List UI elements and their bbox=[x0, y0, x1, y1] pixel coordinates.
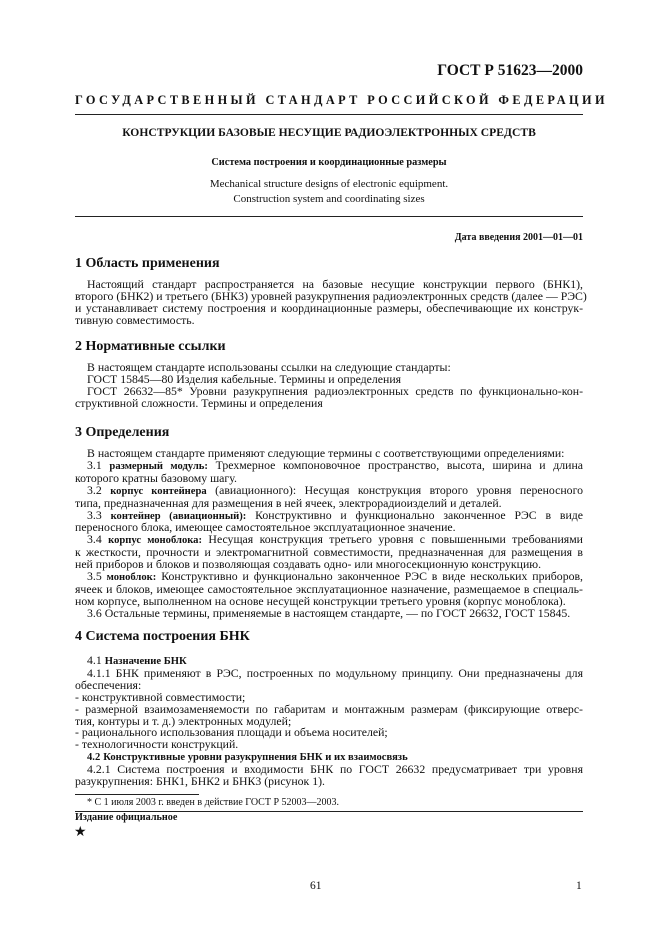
term-3-2: корпус контейнера bbox=[110, 485, 207, 497]
document-title: КОНСТРУКЦИИ БАЗОВЫЕ НЕСУЩИЕ РАДИОЭЛЕКТРОННЫХ СРЕДСТВ bbox=[122, 126, 536, 139]
term-3-4-line-3: ней приборов и блоков и позволяющая создавать одно- или многосекционную конструкцию. bbox=[75, 557, 542, 572]
s1-line-2: второго (БНК2) и третьего (БНК3) уровней разукрупнения радиоэлектронных средств (далее — РЭС) bbox=[75, 288, 587, 303]
section-4-body bbox=[75, 655, 583, 788]
clause-4-1-1-line-2: обеспечения: bbox=[75, 677, 142, 692]
list-item-2-line-1: - размерной взаимозаменяемости по габаритам и монтажным размерам (фиксирующие отверс- bbox=[75, 701, 583, 716]
sheet-number: 1 bbox=[576, 880, 582, 892]
s3-intro: В настоящем стандарте применяют следующие термины с соответствующими определениями: bbox=[87, 446, 565, 460]
section-4-heading: 4 Система построения БНК bbox=[75, 629, 250, 644]
section-2-heading: 2 Нормативные ссылки bbox=[75, 339, 226, 354]
effective-date: Дата введения 2001—01—01 bbox=[454, 232, 583, 243]
list-item-4: - технологичности конструкций. bbox=[75, 737, 239, 752]
edition-label: Издание официальное bbox=[75, 812, 178, 823]
english-title-line-2: Construction system and coordinating sizes bbox=[233, 193, 425, 205]
term-3-4-line-2: к жесткости, прочности и электромагнитной совместимости, предназначенная для размещения в bbox=[75, 545, 583, 560]
list-item-2-line-2: тия, контуры и т. д.) электронных модулей; bbox=[75, 713, 292, 728]
header-rule bbox=[75, 114, 583, 115]
s2-line-2: ГОСТ 15845—80 Изделия кабельные. Термины и определения bbox=[87, 371, 402, 386]
term-3-2-line-1: 3.2 корпус контейнера (авиационного): Несущая конструкция второго уровня переносного bbox=[87, 482, 584, 497]
english-title bbox=[75, 177, 583, 207]
term-3-1: размерный модуль: bbox=[109, 460, 208, 472]
footnote-rule bbox=[75, 794, 199, 795]
term-3-3: контейнер (авиационный): bbox=[110, 510, 247, 522]
title-rule bbox=[75, 216, 583, 217]
term-3-3-line-1: 3.3 контейнер (авиационный): Конструктивно и функционально законченное РЭС в виде bbox=[87, 507, 583, 522]
term-3-5-line-1: 3.5 моноблок: Конструктивно и функционально законченное РЭС в виде нескольких приборов, bbox=[87, 569, 584, 584]
s2-line-1: В настоящем стандарте использованы ссылки на следующие стандарты: bbox=[87, 360, 451, 374]
term-3-1-line-1: 3.1 размерный модуль: Трехмерное компоновочное пространство, высота, ширина и длина bbox=[87, 457, 583, 472]
footnote: * С 1 июля 2003 г. введен в действие ГОСТ Р 52003—2003. bbox=[87, 797, 340, 808]
standard-number: ГОСТ Р 51623—2000 bbox=[437, 62, 583, 79]
term-3-3-line-2: переносного блока, имеющее самостоятельное эксплуатационное значение. bbox=[75, 520, 456, 535]
s1-line-3: и устанавливает систему построения и координационные размеры, обеспечивающие их конструк- bbox=[75, 300, 583, 315]
s2-line-3: ГОСТ 26632—85* Уровни разукрупнения радиоэлектронных средств по функционально-кон- bbox=[87, 383, 583, 398]
term-3-5-line-2: ячеек и блоков, имеющее самостоятельное эксплуатационное назначение, размещаемое в специаль- bbox=[75, 581, 583, 596]
page-number: 61 bbox=[310, 880, 322, 892]
term-3-4-line-1: 3.4 корпус моноблока: Несущая конструкция третьего уровня с повышенными требованиями bbox=[87, 532, 583, 547]
s1-line-4: тивную совместимость. bbox=[75, 312, 195, 327]
term-3-6: 3.6 Остальные термины, применяемые в настоящем стандарте, — по ГОСТ 26632, ГОСТ 15845. bbox=[87, 605, 571, 620]
section-2-body bbox=[75, 362, 583, 410]
s2-line-4: структивной сложности. Термины и определения bbox=[75, 395, 323, 410]
term-3-4: корпус моноблока: bbox=[108, 535, 203, 547]
clause-4-2-1-line-2: разукрупнения: БНК1, БНК2 и БНК3 (рисунок 1). bbox=[75, 774, 325, 789]
s1-line-1: Настоящий стандарт распространяется на базовые несущие конструкции первого (БНК1), bbox=[87, 277, 583, 291]
document-subtitle: Система построения и координационные размеры bbox=[211, 157, 447, 168]
list-item-1: - конструктивной совместимости; bbox=[75, 689, 246, 704]
term-3-5-line-3: ном корпусе, выполненном на основе несущей конструкции третьего уровня (корпус моноблока). bbox=[75, 593, 566, 608]
state-standard-line: ГОСУДАРСТВЕННЫЙ СТАНДАРТ РОССИЙСКОЙ ФЕДЕРАЦИИ bbox=[75, 93, 608, 107]
term-3-2-line-2: типа, предназначенная для размещения в ней ячеек, электрорадиоизделий и деталей. bbox=[75, 495, 502, 510]
section-1-heading: 1 Область применения bbox=[75, 256, 220, 271]
clause-4-2-1-line-1: 4.2.1 Система построения и входимости БНК по ГОСТ 26632 предусматривает три уровня bbox=[87, 762, 583, 777]
clause-4-1-1-line-1: 4.1.1 БНК применяют в РЭС, построенных по модульному принципу. Они предназначены для bbox=[87, 665, 583, 680]
list-item-3: - рационального использования площади и объема носителей; bbox=[75, 725, 388, 740]
clause-4-2: 4.2 Конструктивные уровни разукрупнения БНК и их взаимосвязь bbox=[87, 752, 408, 764]
star-icon: ★ bbox=[74, 825, 87, 840]
english-title-line-1: Mechanical structure designs of electronic equipment. bbox=[209, 178, 449, 190]
term-3-1-line-2: которого кратны базовому шагу. bbox=[75, 470, 237, 485]
term-3-5: моноблок: bbox=[106, 572, 157, 584]
section-3-body bbox=[75, 448, 583, 620]
clause-4-1: 4.1 Назначение БНК bbox=[87, 653, 187, 667]
section-3-heading: 3 Определения bbox=[75, 425, 170, 440]
section-1-body bbox=[75, 277, 587, 327]
